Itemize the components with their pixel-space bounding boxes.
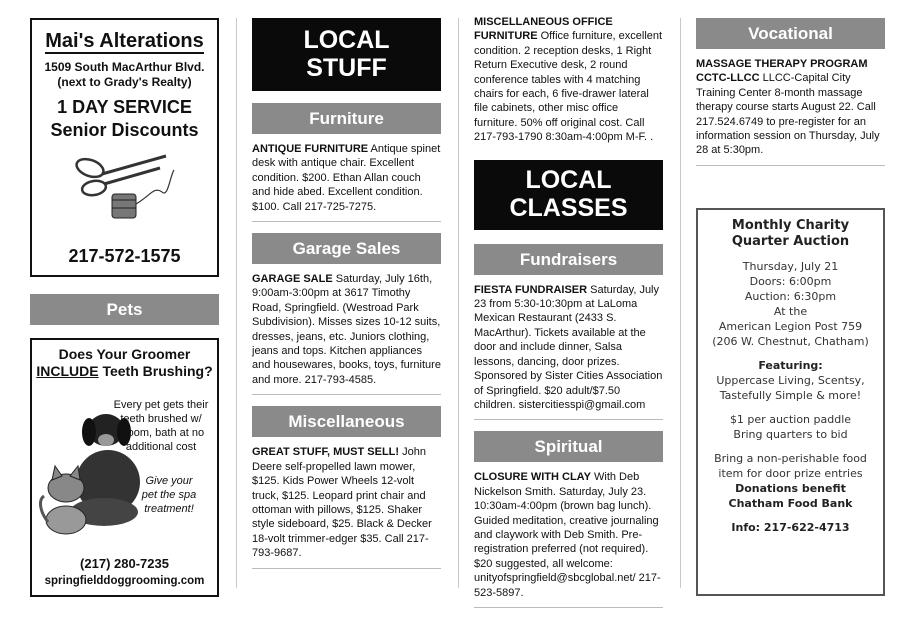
groom-copy-2-line3: treatment! — [144, 503, 194, 515]
ad-headline: MASSAGE THERAPY PROGRAM CCTC-LLCC — [696, 58, 868, 85]
section-title-local-classes: LOCAL CLASSES — [474, 160, 663, 230]
charity-auction-ad — [696, 208, 885, 596]
classified-ad-office-furniture — [474, 15, 663, 152]
auction-venue: American Legion Post 759 — [718, 319, 863, 333]
auction-info-phone: Info: 217-622-4713 — [731, 520, 850, 534]
groom-copy-2 — [129, 474, 209, 516]
classified-ad-massage-therapy — [696, 49, 885, 166]
column-divider — [458, 18, 459, 588]
auction-paddle-price: $1 per auction paddle — [729, 412, 852, 426]
ad-body: LLCC-Capital City Training Center 8-month massage therapy course starts August 22. Call 217.524.6749 to pre-register for an information session on Thursday, July 28 at 5:30pm. — [696, 72, 880, 157]
section-header-furniture: Furniture — [252, 103, 441, 134]
ad-headline: GREAT STUFF, MUST SELL! — [252, 446, 400, 459]
ad-body: John Deere self-propelled lawn mower, $125. Kids Power Wheels 12-volt truck, $125. Leopard print chair and ottoman with pillows, $125. Shaker style sideboard, $25. Black & Decker 18-volt trimmer-edger $35. Call 217-793-9687. — [252, 446, 432, 560]
ad-headline: MISCELLANEOUS OFFICE FURNITURE — [474, 16, 613, 43]
auction-featuring-label: Featuring: — [758, 358, 823, 372]
mai-phone: 217-572-1575 — [68, 246, 181, 266]
auction-doors-time: Doors: 6:00pm — [749, 274, 832, 288]
section-header-garage-sales: Garage Sales — [252, 233, 441, 264]
groom-question-line2 — [32, 363, 217, 380]
classified-ad-furniture — [252, 134, 441, 222]
mai-service — [32, 96, 217, 142]
auction-start-time: Auction: 6:30pm — [744, 289, 837, 303]
groom-copy-2-line1: Give your — [145, 475, 193, 487]
mai-service-line: 1 DAY SERVICE — [57, 97, 192, 117]
groom-question-emphasis: INCLUDE — [36, 363, 99, 379]
groom-copy-1-line4: additional cost — [125, 441, 197, 453]
mai-title: Mai's Alterations — [45, 30, 204, 52]
auction-title — [698, 218, 883, 250]
column-1 — [30, 18, 219, 597]
auction-food-line1: Bring a non-perishable food — [714, 451, 867, 465]
mai-discount-line: Senior Discounts — [50, 120, 199, 140]
auction-quarters-note: Bring quarters to bid — [733, 427, 848, 441]
ad-headline: ANTIQUE FURNITURE — [252, 143, 369, 155]
ad-body: Saturday, July 23 from 5:30-10:30pm at LaLoma Mexican Restaurant (2433 S. MacArthur). Tickets available at the door and include dinner, Salsa lessons, dancing, door prizes. Sponsored by Sister Cities Association of Springfield. $20 adult/$7.50 children. sistercitiesspi@gmail.com — [474, 283, 663, 411]
column-4 — [696, 18, 885, 596]
ad-body: Office furniture, excellent condition. 2 reception desks, 1 Right Return Executive desk, 2 round conference tables with 4 matching chairs for each, 6 five-drawer lateral file cabinets, other misc office furniture. 50% off original cost. Call 217-793-1790 8:30am-4:00pm M-F. . — [474, 30, 663, 144]
mai-alterations-ad — [30, 18, 219, 277]
ad-headline: GARAGE SALE — [252, 273, 333, 286]
auction-food-line2: item for door prize entries — [718, 466, 863, 480]
groom-copy-1-line2: teeth brushed w/ — [120, 413, 202, 425]
ad-headline: FIESTA FUNDRAISER — [474, 283, 588, 296]
ad-body: With Deb Nickelson Smith. Saturday, July 23. 10:30am-4:00pm (brown bag lunch). Guided meditation, creative journaling and claywork with Deb Smith. Pre-registration preferred (not required). $20 suggested, all welcome: unityofspringfield@sbcglobal.net/ 217-523-5897. — [474, 471, 661, 599]
mai-address-line1: 1509 South MacArthur Blvd. — [44, 60, 205, 74]
classified-ad-great-stuff — [252, 437, 441, 568]
section-header-pets: Pets — [30, 294, 219, 325]
groom-copy-1-line1: Every pet gets their — [113, 399, 209, 411]
section-title-local-stuff: LOCAL STUFF — [252, 18, 441, 91]
section-header-vocational: Vocational — [696, 18, 885, 49]
classified-ad-closure-with-clay — [474, 462, 663, 608]
groom-copy-1 — [113, 398, 209, 454]
auction-title-line2: Quarter Auction — [731, 233, 850, 249]
section-header-spiritual: Spiritual — [474, 431, 663, 462]
ad-body: Saturday, July 16th, 9:00am-3:00pm at 3617 Timothy Road, Springfield. (Westroad Park Subdivision). Misses sizes 10-12 suits, dresses, jeans, etc. Juniors clothing, jeans and tops. Kitchen appliances and housewares, books, toys, furniture and more. 217-793-4585. — [252, 273, 441, 386]
auction-featuring-line1: Uppercase Living, Scentsy, — [716, 373, 865, 387]
column-divider — [236, 18, 237, 588]
section-header-miscellaneous: Miscellaneous — [252, 406, 441, 437]
auction-date: Thursday, July 21 — [742, 259, 839, 273]
mai-address-line2: (next to Grady's Realty) — [57, 75, 192, 89]
auction-donations-line2: Chatham Food Bank — [728, 496, 853, 510]
auction-title-line1: Monthly Charity — [731, 217, 850, 233]
groom-question-rest: Teeth Brushing? — [98, 363, 213, 379]
ad-body: Antique spinet desk with antique chair. Excellent condition. $200. Ethan Allan couch and hide abed. Excellent condition. $100. Call 217-725-7275. — [252, 143, 441, 213]
classified-ad-garage-sale — [252, 264, 441, 395]
ad-headline: CLOSURE WITH CLAY — [474, 471, 591, 484]
mai-address — [32, 60, 217, 90]
column-divider — [680, 18, 681, 588]
dog-grooming-ad — [30, 338, 219, 597]
groom-phone: (217) 280-7235 — [80, 556, 169, 571]
column-3 — [474, 15, 663, 608]
auction-at: At the — [773, 304, 808, 318]
scissors-and-thread-icon — [70, 146, 180, 226]
auction-donations-line1: Donations benefit — [735, 481, 846, 495]
section-header-fundraisers: Fundraisers — [474, 244, 663, 275]
auction-featuring-line2: Tastefully Simple & more! — [719, 388, 862, 402]
groom-website[interactable]: springfielddoggrooming.com — [44, 575, 205, 587]
groom-question — [32, 346, 217, 380]
classified-ad-fiesta-fundraiser — [474, 275, 663, 421]
auction-venue-address: (206 W. Chestnut, Chatham) — [712, 334, 869, 348]
groom-copy-2-line2: pet the spa — [141, 489, 197, 501]
groom-question-line1: Does Your Groomer — [58, 346, 191, 362]
column-2 — [252, 18, 441, 569]
groom-copy-1-line3: groom, bath at no — [117, 427, 205, 439]
